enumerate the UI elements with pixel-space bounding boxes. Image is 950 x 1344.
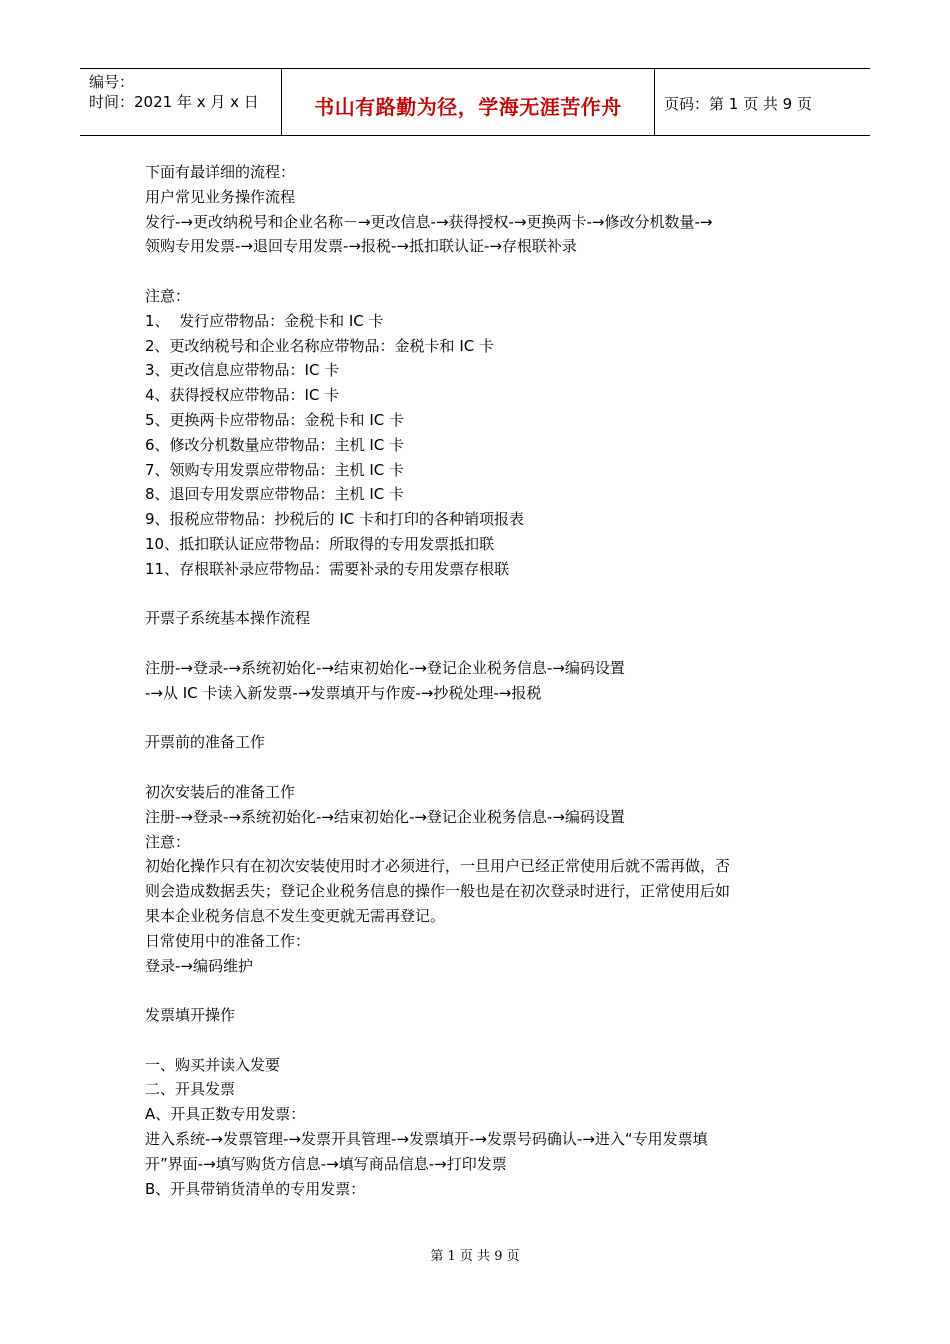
body-line: 进入系统-→发票管理-→发票开具管理-→发票填开-→发票号码确认-→进入“专用发票填 [145,1130,708,1149]
body-line: 下面有最详细的流程： [145,163,296,181]
header-motto: 书山有路勤为径，学海无涯苦作舟 [282,69,655,135]
document-body [145,160,805,1201]
body-line: 登录-→编码维护 [145,956,253,975]
body-line: 7、领购专用发票应带物品：主机 IC 卡 [145,460,404,479]
body-line: 初始化操作只有在初次安装使用时才必须进行，一旦用户已经正常使用后就不需再做，否 [145,857,731,876]
body-line [145,1028,805,1053]
body-line: 注意： [145,832,191,851]
body-line: 果本企业税务信息不发生变更就无需再登记。 [145,906,446,925]
body-line: 一、购买并读入发要 [145,1055,281,1074]
body-line: 4、获得授权应带物品：IC 卡 [145,386,340,405]
body-line: 则会造成数据丢失；登记企业税务信息的操作一般也是在初次登录时进行，正常使用后如 [145,882,731,901]
header-meta [80,69,282,135]
body-line [145,706,805,731]
body-line: 开票子系统基本操作流程 [145,609,311,628]
body-line: A、开具正数专用发票： [145,1105,306,1124]
body-line: 注册-→登录-→系统初始化-→结束初始化-→登记企业税务信息-→编码设置 [145,807,625,826]
body-line: 发行-→更改纳税号和企业名称－→更改信息-→获得授权-→更换两卡-→修改分机数量-→ [145,212,713,231]
body-line [145,631,805,656]
body-line: B、开具带销货清单的专用发票： [145,1179,366,1198]
body-line: 注意： [145,286,191,305]
document-number-label: 编号： [89,73,135,91]
body-line [145,582,805,607]
body-line: -→从 IC 卡读入新发票-→发票填开与作废-→抄税处理-→报税 [145,683,542,702]
body-line [145,259,805,284]
body-line: 6、修改分机数量应带物品：主机 IC 卡 [145,435,404,454]
body-line: 1、 发行应带物品：金税卡和 IC 卡 [145,311,384,330]
body-line: 初次安装后的准备工作 [145,782,296,801]
body-line: 领购专用发票-→退回专用发票-→报税-→抵扣联认证-→存根联补录 [145,237,577,256]
body-line: 11、存根联补录应带物品：需要补录的专用发票存根联 [145,559,510,578]
body-line: 用户常见业务操作流程 [145,187,296,206]
body-line: 9、报税应带物品：抄税后的 IC 卡和打印的各种销项报表 [145,510,524,529]
body-line: 开票前的准备工作 [145,733,266,752]
body-line [145,755,805,780]
body-line: 5、更换两卡应带物品：金税卡和 IC 卡 [145,410,404,429]
body-line: 开”界面-→填写购货方信息-→填写商品信息-→打印发票 [145,1154,507,1173]
page-header [80,68,870,136]
body-line: 8、退回专用发票应带物品：主机 IC 卡 [145,485,404,504]
body-line: 2、更改纳税号和企业名称应带物品：金税卡和 IC 卡 [145,336,494,355]
body-line: 10、抵扣联认证应带物品：所取得的专用发票抵扣联 [145,534,495,553]
body-line: 二、开具发票 [145,1080,236,1099]
document-time-label: 时间：2021 年 x 月 x 日 [89,93,259,111]
header-page-info: 页码：第 1 页 共 9 页 [664,94,812,113]
body-line: 3、更改信息应带物品：IC 卡 [145,361,340,380]
body-line [145,978,805,1003]
body-line: 注册-→登录-→系统初始化-→结束初始化-→登记企业税务信息-→编码设置 [145,658,625,677]
page-footer: 第 1 页 共 9 页 [430,1249,520,1264]
body-line: 发票填开操作 [145,1006,236,1025]
body-line: 日常使用中的准备工作： [145,931,311,950]
